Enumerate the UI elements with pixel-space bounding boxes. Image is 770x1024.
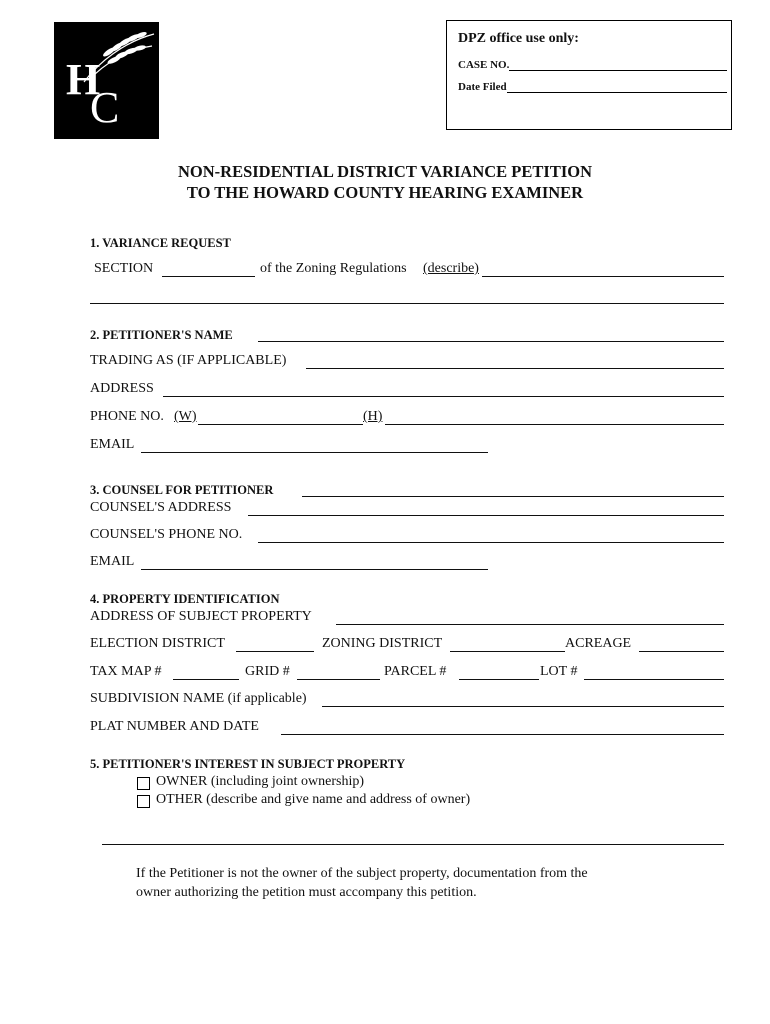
- parcel-label: PARCEL #: [384, 664, 447, 679]
- subdivision-label: SUBDIVISION NAME (if applicable): [90, 691, 307, 706]
- address-label: ADDRESS: [90, 381, 154, 396]
- counsel-email-field[interactable]: [141, 555, 488, 570]
- counsel-phone-label: COUNSEL'S PHONE NO.: [90, 527, 243, 542]
- acreage-field[interactable]: [639, 637, 724, 652]
- section-label: SECTION: [94, 261, 154, 276]
- other-label: OTHER (describe and give name and address of owner): [156, 792, 471, 807]
- case-no-row: [458, 59, 727, 71]
- other-owner-details-field[interactable]: [102, 831, 724, 845]
- acreage-label: ACREAGE: [565, 636, 632, 651]
- email-label: EMAIL: [90, 437, 135, 452]
- tax-map-label: TAX MAP #: [90, 664, 162, 679]
- hc-logo: [54, 22, 159, 139]
- counsel-phone-field[interactable]: [258, 528, 724, 543]
- zoning-district-label: ZONING DISTRICT: [322, 636, 443, 651]
- owner-checkbox[interactable]: [137, 777, 150, 790]
- section-field[interactable]: [162, 262, 255, 277]
- variance-description-field-2[interactable]: [90, 290, 724, 304]
- trading-as-label: TRADING AS (IF APPLICABLE): [90, 353, 287, 368]
- zoning-regulations-label: of the Zoning Regulations: [260, 261, 407, 276]
- owner-label: OWNER (including joint ownership): [156, 774, 365, 789]
- office-use-title: DPZ office use only:: [458, 31, 579, 46]
- describe-label: (describe): [423, 261, 479, 276]
- svg-text:H: H: [66, 55, 101, 104]
- subdivision-field[interactable]: [322, 692, 724, 707]
- subject-property-address-label: ADDRESS OF SUBJECT PROPERTY: [90, 609, 312, 624]
- case-no-field[interactable]: [509, 59, 727, 71]
- date-filed-row: [458, 81, 727, 93]
- parcel-field[interactable]: [459, 665, 539, 680]
- section4-heading: 4. PROPERTY IDENTIFICATION: [90, 592, 280, 606]
- lot-field[interactable]: [584, 665, 724, 680]
- section2-heading: 2. PETITIONER'S NAME: [90, 328, 233, 342]
- phone-label: PHONE NO.: [90, 409, 164, 424]
- phone-h-label: (H): [363, 409, 383, 424]
- counsel-address-field[interactable]: [248, 501, 724, 516]
- subject-property-address-field[interactable]: [336, 610, 724, 625]
- trading-as-field[interactable]: [306, 354, 724, 369]
- plat-label: PLAT NUMBER AND DATE: [90, 719, 259, 734]
- counsel-address-label: COUNSEL'S ADDRESS: [90, 500, 232, 515]
- plat-field[interactable]: [281, 720, 724, 735]
- zoning-district-field[interactable]: [450, 637, 565, 652]
- phone-h-field[interactable]: [385, 410, 724, 425]
- section1-heading: 1. VARIANCE REQUEST: [90, 236, 231, 250]
- election-district-field[interactable]: [236, 637, 314, 652]
- ownership-note-line2: owner authorizing the petition must accompany this petition.: [136, 885, 477, 900]
- counsel-name-field[interactable]: [302, 482, 724, 497]
- lot-label: LOT #: [540, 664, 578, 679]
- date-filed-label: Date Filed: [458, 81, 507, 93]
- section3-heading: 3. COUNSEL FOR PETITIONER: [90, 483, 274, 497]
- address-field[interactable]: [163, 382, 724, 397]
- section5-heading: 5. PETITIONER'S INTEREST IN SUBJECT PROPERTY: [90, 757, 406, 771]
- svg-text:C: C: [90, 83, 120, 132]
- page-title-line2: TO THE HOWARD COUNTY HEARING EXAMINER: [186, 183, 584, 202]
- date-filed-field[interactable]: [507, 81, 727, 93]
- email-field[interactable]: [141, 438, 488, 453]
- grid-label: GRID #: [245, 664, 290, 679]
- tax-map-field[interactable]: [173, 665, 239, 680]
- petitioner-name-field[interactable]: [258, 327, 724, 342]
- counsel-email-label: EMAIL: [90, 554, 135, 569]
- page-title-line1: NON-RESIDENTIAL DISTRICT VARIANCE PETITION: [178, 162, 592, 181]
- election-district-label: ELECTION DISTRICT: [90, 636, 225, 651]
- grid-field[interactable]: [297, 665, 380, 680]
- phone-w-field[interactable]: [198, 410, 363, 425]
- wheat-icon: [54, 22, 159, 139]
- other-checkbox[interactable]: [137, 795, 150, 808]
- office-use-box: [446, 20, 732, 130]
- variance-description-field[interactable]: [482, 262, 724, 277]
- phone-w-label: (W): [174, 409, 197, 424]
- ownership-note-line1: If the Petitioner is not the owner of the subject property, documentation from the: [136, 866, 588, 881]
- case-no-label: CASE NO.: [458, 59, 510, 71]
